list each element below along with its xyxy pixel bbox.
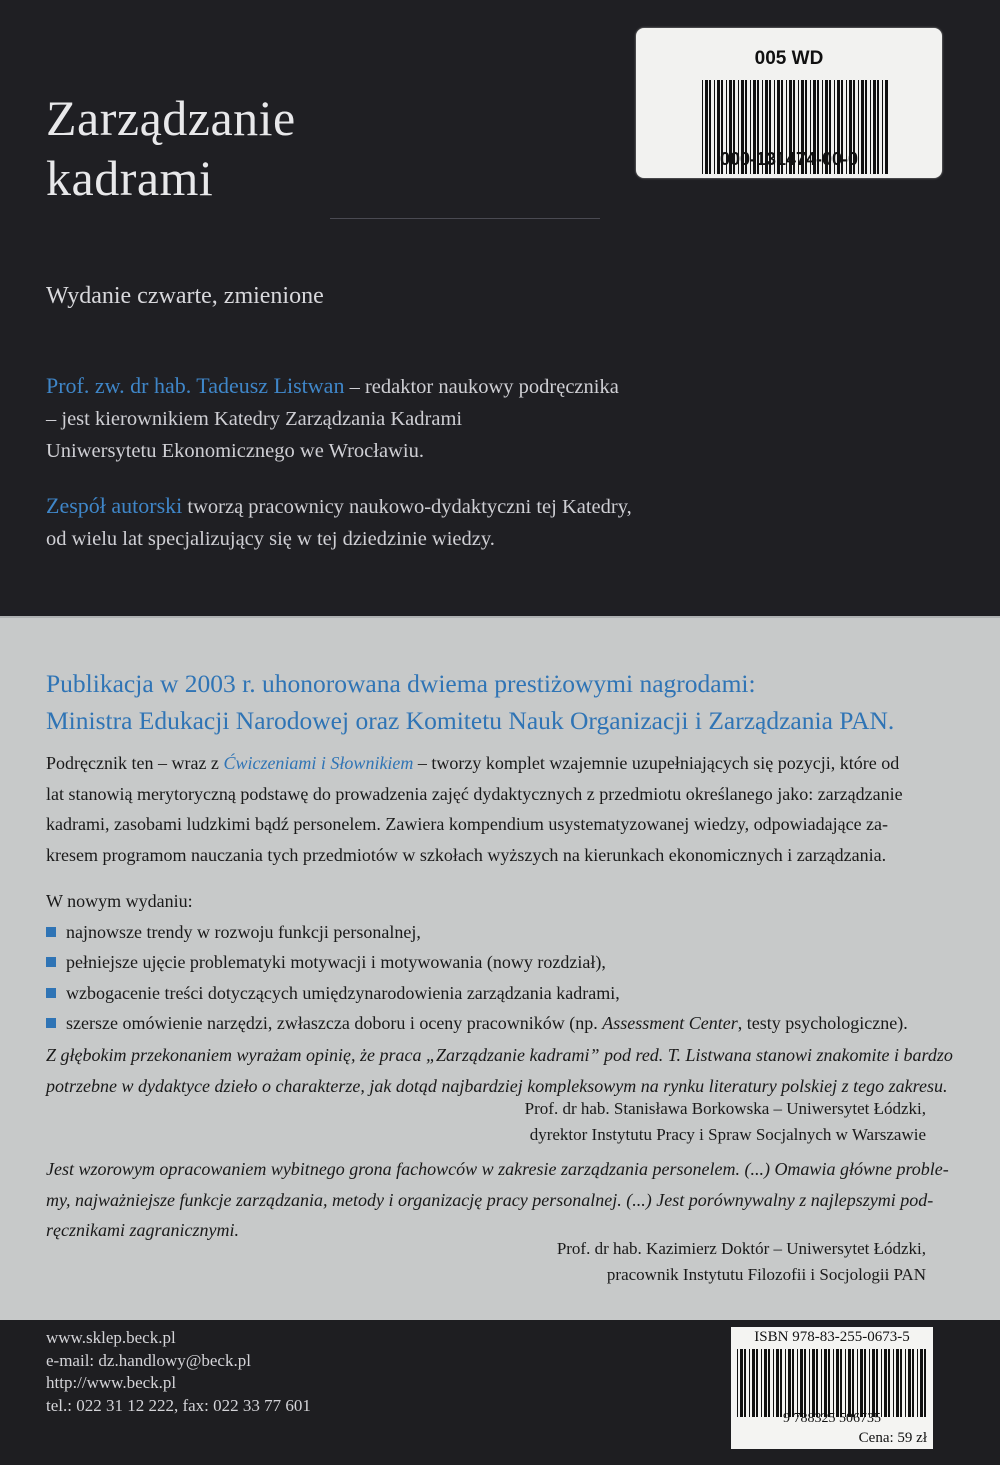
gray-info-panel [0,616,1000,1320]
title-rule [330,218,600,219]
barcode-bar [812,1349,815,1417]
barcode-bar [737,1349,738,1417]
barcode-bar [749,1349,750,1417]
barcode-bar [744,1349,746,1417]
barcode-bar [840,1349,842,1417]
new-edition-heading: W nowym wydaniu: [46,891,193,911]
review-author-2: Prof. dr hab. Kazimierz Doktór – Uniwersytet Łódzki, pracownik Instytutu Filozofii i Socjologii PAN [556,1239,926,1284]
barcode-bar [908,1349,911,1417]
barcode-bar [816,1349,818,1417]
bullet-icon [46,1018,56,1028]
team-line-2: od wielu lat specjalizujący się w tej dziedzinie wiedzy. [46,528,495,550]
barcode-bar [785,1349,786,1417]
desc-part-c: – tworzy komplet wzajemnie uzupełniających się pozycji, które od [413,753,900,773]
team-desc: tworzą pracownicy naukowo-dydaktyczni tej Katedry, [182,496,632,518]
shop-link: www.sklep.beck.pl [46,1328,176,1347]
barcode-bar [809,1349,810,1417]
barcode-bar [780,1349,782,1417]
barcode-bar [836,1349,839,1417]
desc-line-3: kadrami, zasobami ludzkimi bądź personelem. Zawiera kompendium usystematyzowanej wiedzy, odpowiadające za- [46,814,889,834]
editor-paragraph [46,370,619,467]
title-line-2: kadrami [46,150,214,206]
barcode-bar [833,1349,834,1417]
editor-line-2: – jest kierownikiem Katedry Zarządzania Kadrami [46,408,463,430]
description [46,748,903,870]
barcode-bar [764,1349,767,1417]
barcode-bar [876,1349,878,1417]
book-title [46,88,296,208]
barcode-bar [912,1349,914,1417]
phone-text: tel.: 022 31 12 222, fax: 022 33 77 601 [46,1395,311,1415]
new-edition-list [46,886,908,1039]
barcode-bar [756,1349,758,1417]
team-paragraph [46,490,632,555]
bullet-icon [46,988,56,998]
isbn-label: ISBN 978-83-255-0673-5 [754,1329,910,1345]
barcode-bar [800,1349,803,1417]
barcode-bar [788,1349,791,1417]
barcode-bar [848,1349,851,1417]
barcode-bar [900,1349,902,1417]
barcode-bar [917,1349,918,1417]
barcode-bar [920,1349,923,1417]
barcode-bar [857,1349,858,1417]
list-item: najnowsze trendy w rozwoju funkcji personalnej, [46,917,908,948]
desc-line-4: kresem programom nauczania tych przedmiotów w szkołach wyższych na kierunkach ekonomicznych i zarządzania. [46,844,887,865]
bullet-icon [46,927,56,937]
barcode-bar [797,1349,798,1417]
team-name: Zespół autorski [46,493,183,518]
barcode-bar [864,1349,866,1417]
barcode-bar [896,1349,899,1417]
barcode-bar [924,1349,926,1417]
website-link: http://www.beck.pl [46,1373,177,1392]
isbn-barcode-box [731,1327,933,1449]
barcode-bar [828,1349,830,1417]
isbn-barcode-icon [737,1349,927,1417]
list-item: pełniejsze ujęcie problematyki motywacji i motywowania (nowy rozdział), [46,947,908,978]
review-quote-1: Z głębokim przekonaniem wyrażam opinię, że praca „Zarządzanie kadrami” pod red. T. Listwana stanowi znakomite i bardzo potrzebne w dydaktyce dzieło o charakterze, jak dotąd najbardziej kompleksowym na rynku literatury polskiej z tego zakresu. [46,1045,953,1096]
barcode-bar [752,1349,755,1417]
barcode-bar [884,1349,887,1417]
barcode-bar [776,1349,779,1417]
dark-top-band [0,0,1000,616]
title-line-1: Zarządzanie [46,90,296,146]
desc-line-2: lat stanowią merytoryczną podstawę do prowadzenia zajęć dydaktycznych z przedmiotu określanego jako: zarządzanie [46,783,903,804]
list-item: wzbogacenie treści dotyczących umiędzynarodowienia zarządzania kadrami, [46,978,908,1009]
barcode-bar [881,1349,882,1417]
barcode-bar [773,1349,774,1417]
barcode-bar [804,1349,806,1417]
desc-part-a: Podręcznik ten – wraz z [46,753,224,773]
list-item: szersze omówienie narzędzi, zwłaszcza doboru i oceny pracowników (np. Assessment Center, testy psychologiczne). [46,1008,908,1039]
barcode-bar [888,1349,890,1417]
sticker-code: 005 WD [754,48,824,69]
price-text: Cena: 59 zł [858,1430,927,1446]
sticker-number: 000-131474-00-0 [719,149,859,169]
barcode-bar [792,1349,794,1417]
editor-name: Prof. zw. dr hab. Tadeusz Listwan [46,373,345,398]
barcode-bar [845,1349,846,1417]
barcode-bar [761,1349,762,1417]
desc-book-ref: Ćwiczeniami i Słownikiem [223,753,414,773]
review-quote-2: Jest wzorowym opracowaniem wybitnego grona fachowców w zakresie zarządzania personelem. (...) Omawia główne proble- my, najważniejsze funkcje zarządzania, metody i organizację pracy personalnej. (...) Jest porównywalny z najlepszymi pod- ręcznikami zagranicznymi. [46,1159,949,1240]
email-text: e-mail: dz.handlowy@beck.pl [46,1350,251,1370]
barcode-bar [869,1349,870,1417]
barcode-bar [768,1349,770,1417]
editor-role: – redaktor naukowy podręcznika [344,376,619,398]
bullet-icon [46,957,56,967]
publisher-contact [46,1327,311,1417]
barcode-bar [872,1349,875,1417]
barcode-bar [852,1349,854,1417]
barcode-bar [824,1349,827,1417]
editor-line-3: Uniwersytetu Ekonomicznego we Wrocławiu. [46,440,424,462]
isbn-digits: 9 788325 506735 [783,1411,881,1426]
award-line-2: Ministra Edukacji Narodowej oraz Komitetu Nauk Organizacji i Zarządzania PAN. [46,706,895,735]
award-line-1: Publikacja w 2003 r. uhonorowana dwiema prestiżowymi nagrodami: [46,669,756,698]
barcode-bar [905,1349,906,1417]
review-author-1: Prof. dr hab. Stanisława Borkowska – Uniwersytet Łódzki, dyrektor Instytutu Pracy i Spraw Socjalnych w Warszawie [524,1099,926,1144]
barcode-bar [740,1349,743,1417]
barcode-bar [821,1349,822,1417]
barcode-bar [860,1349,863,1417]
edition-note: Wydanie czwarte, zmienione [46,283,324,309]
barcode-bar [893,1349,894,1417]
library-sticker [636,28,942,178]
